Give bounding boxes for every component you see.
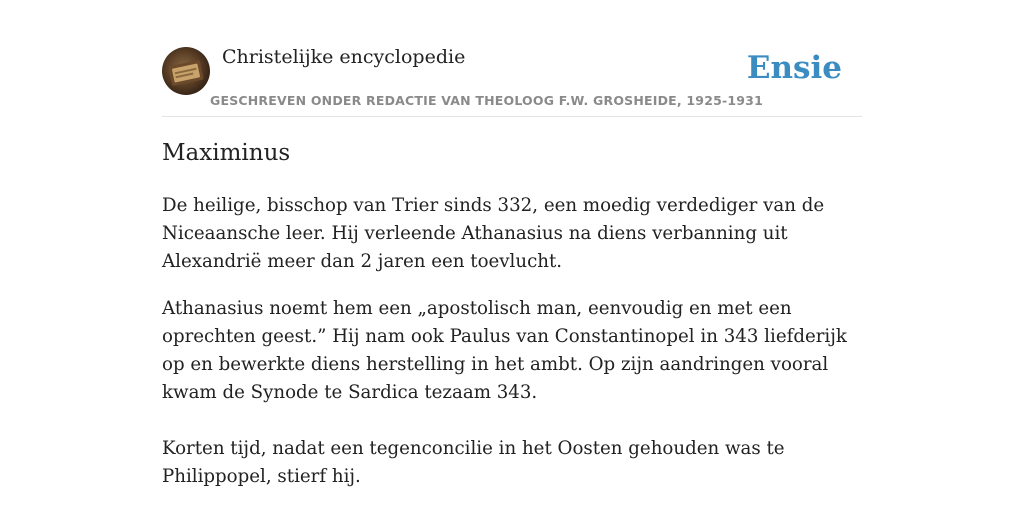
article-paragraph: Korten tijd, nadat een tegenconcilie in het Oosten gehouden was te Philippopel, stierf hij. — [162, 438, 785, 487]
article-paragraph: De heilige, bisschop van Trier sinds 332, een moedig verdediger van de Niceaansche leer. Hij verleende Athanasius na diens verbanning uit Alexandrië meer dan 2 jaren een toevlucht. — [162, 195, 825, 272]
article-paragraph: Athanasius noemt hem een „apostolisch man, eenvoudig en met een oprechten geest.” Hij nam ook Paulus van Constantinopel in 343 liefderijk op en bewerkte diens herstelling in het ambt. Op zijn aandringen vooral kwam de Synode te Sardica tezaam 343. — [162, 298, 847, 403]
encyclopedia-subtitle: GESCHREVEN ONDER REDACTIE VAN THEOLOOG F.W. GROSHEIDE, 1925-1931 — [210, 93, 763, 108]
article-title: Maximinus — [162, 140, 291, 166]
book-icon — [162, 47, 210, 95]
ensie-brand-link[interactable]: Ensie — [746, 50, 842, 86]
article-body — [162, 192, 862, 510]
site-header — [162, 46, 862, 117]
encyclopedia-logo[interactable] — [162, 47, 210, 95]
encyclopedia-title[interactable]: Christelijke encyclopedie — [222, 46, 466, 68]
